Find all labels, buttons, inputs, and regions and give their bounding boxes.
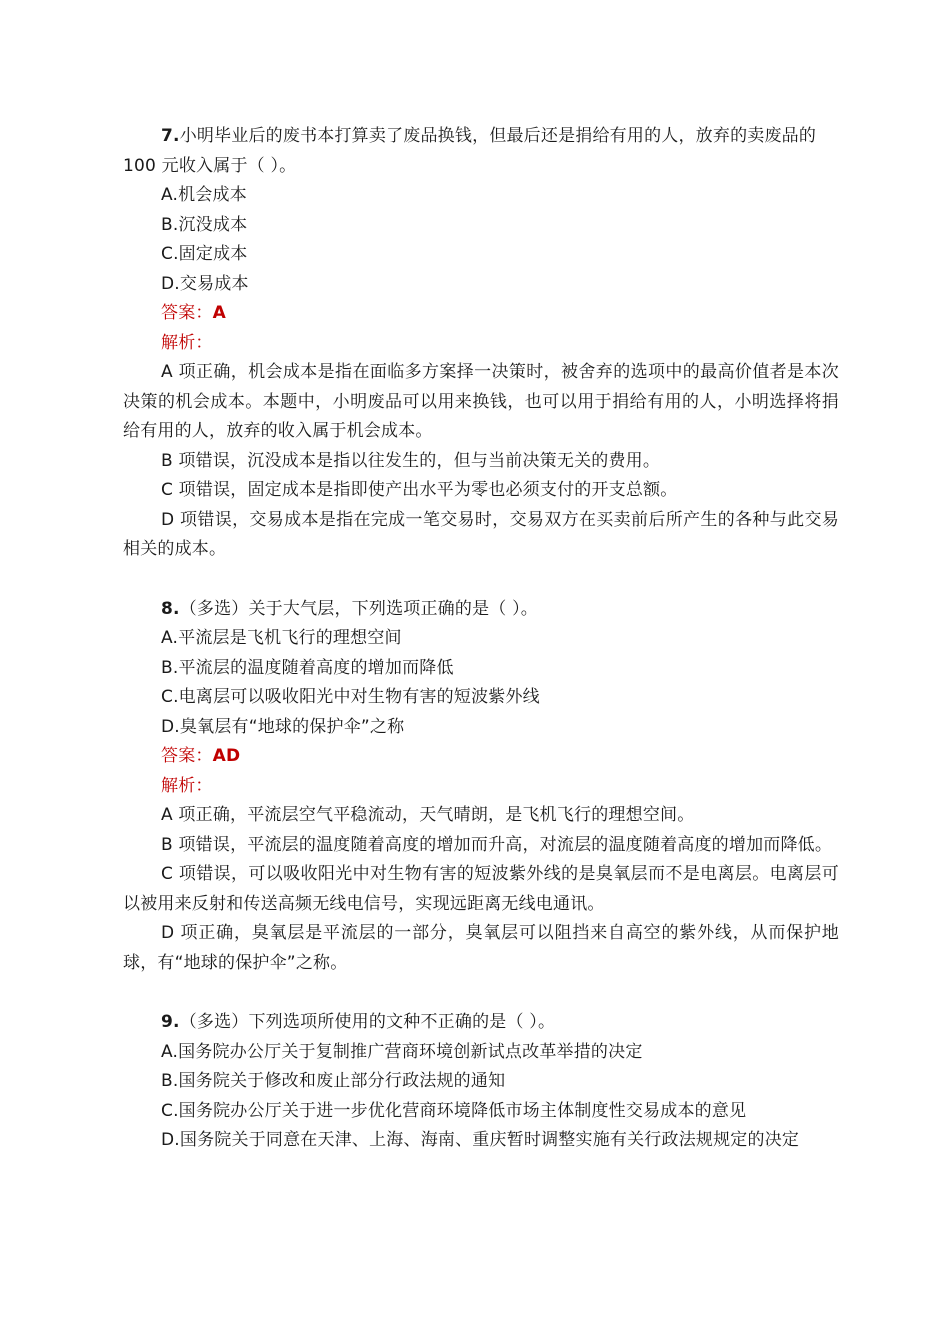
option-a: A.国务院办公厅关于复制推广营商环境创新试点改革举措的决定 — [161, 1041, 643, 1062]
question-stem: 7.小明毕业后的废书本打算卖了废品换钱，但最后还是捐给有用的人，放弃的卖废品的 100 元收入属于（ ）。 — [123, 126, 817, 176]
option-d: D.国务院关于同意在天津、上海、海南、重庆暂时调整实施有关行政法规规定的决定 — [161, 1130, 800, 1150]
answer-label: 答案： — [161, 746, 213, 766]
option-c: C.电离层可以吸收阳光中对生物有害的短波紫外线 — [161, 687, 540, 707]
document-page — [123, 122, 839, 1156]
option-b: B.国务院关于修改和废止部分行政法规的通知 — [161, 1071, 506, 1091]
question-9 — [123, 1008, 839, 1156]
analysis-paragraph: D 项错误，交易成本是指在完成一笔交易时，交易双方在买卖前后所产生的各种与此交易相关的成本。 — [123, 509, 839, 559]
answer-value: AD — [212, 746, 241, 766]
question-7 — [123, 122, 839, 565]
option-b: B.平流层的温度随着高度的增加而降低 — [161, 657, 454, 678]
question-stem: 9.（多选）下列选项所使用的文种不正确的是（ ）。 — [161, 1012, 556, 1032]
answer-label: 答案： — [161, 303, 213, 323]
answer-line — [123, 742, 839, 772]
option-d: D.臭氧层有“地球的保护伞”之称 — [161, 716, 405, 737]
analysis-paragraph: B 项错误，沉没成本是指以往发生的，但与当前决策无关的费用。 — [161, 450, 661, 471]
question-8 — [123, 595, 839, 979]
answer-value: A — [212, 303, 226, 323]
option-c: C.国务院办公厅关于进一步优化营商环境降低市场主体制度性交易成本的意见 — [161, 1100, 747, 1121]
analysis-label: 解析： — [161, 775, 213, 796]
analysis-paragraph: D 项正确，臭氧层是平流层的一部分，臭氧层可以阻挡来自高空的紫外线，从而保护地球，有“地球的保护伞”之称。 — [123, 923, 839, 973]
analysis-label: 解析： — [161, 332, 213, 353]
analysis-paragraph: A 项正确，机会成本是指在面临多方案择一决策时，被舍弃的选项中的最高价值者是本次决策的机会成本。本题中，小明废品可以用来换钱，也可以用于捐给有用的人，小明选择将捐给有用的人，放弃的收入属于机会成本。 — [123, 362, 839, 441]
question-number: 7. — [161, 126, 180, 146]
option-c: C.固定成本 — [161, 244, 248, 264]
option-d: D.交易成本 — [161, 273, 249, 294]
option-b: B.沉没成本 — [161, 214, 248, 235]
analysis-paragraph: C 项错误，可以吸收阳光中对生物有害的短波紫外线的是臭氧层而不是电离层。电离层可以被用来反射和传送高频无线电信号，实现远距离无线电通讯。 — [123, 864, 839, 914]
option-a: A.机会成本 — [161, 185, 247, 205]
answer-line — [123, 299, 839, 329]
analysis-paragraph: B 项错误，平流层的温度随着高度的增加而升高，对流层的温度随着高度的增加而降低。 — [161, 834, 833, 855]
question-stem: 8.（多选）关于大气层，下列选项正确的是（ ）。 — [161, 598, 538, 619]
question-number: 9. — [161, 1012, 180, 1032]
question-number: 8. — [161, 598, 180, 619]
analysis-paragraph: A 项正确，平流层空气平稳流动，天气晴朗，是飞机飞行的理想空间。 — [161, 805, 695, 825]
option-a: A.平流层是飞机飞行的理想空间 — [161, 628, 402, 648]
analysis-paragraph: C 项错误，固定成本是指即使产出水平为零也必须支付的开支总额。 — [161, 480, 678, 500]
